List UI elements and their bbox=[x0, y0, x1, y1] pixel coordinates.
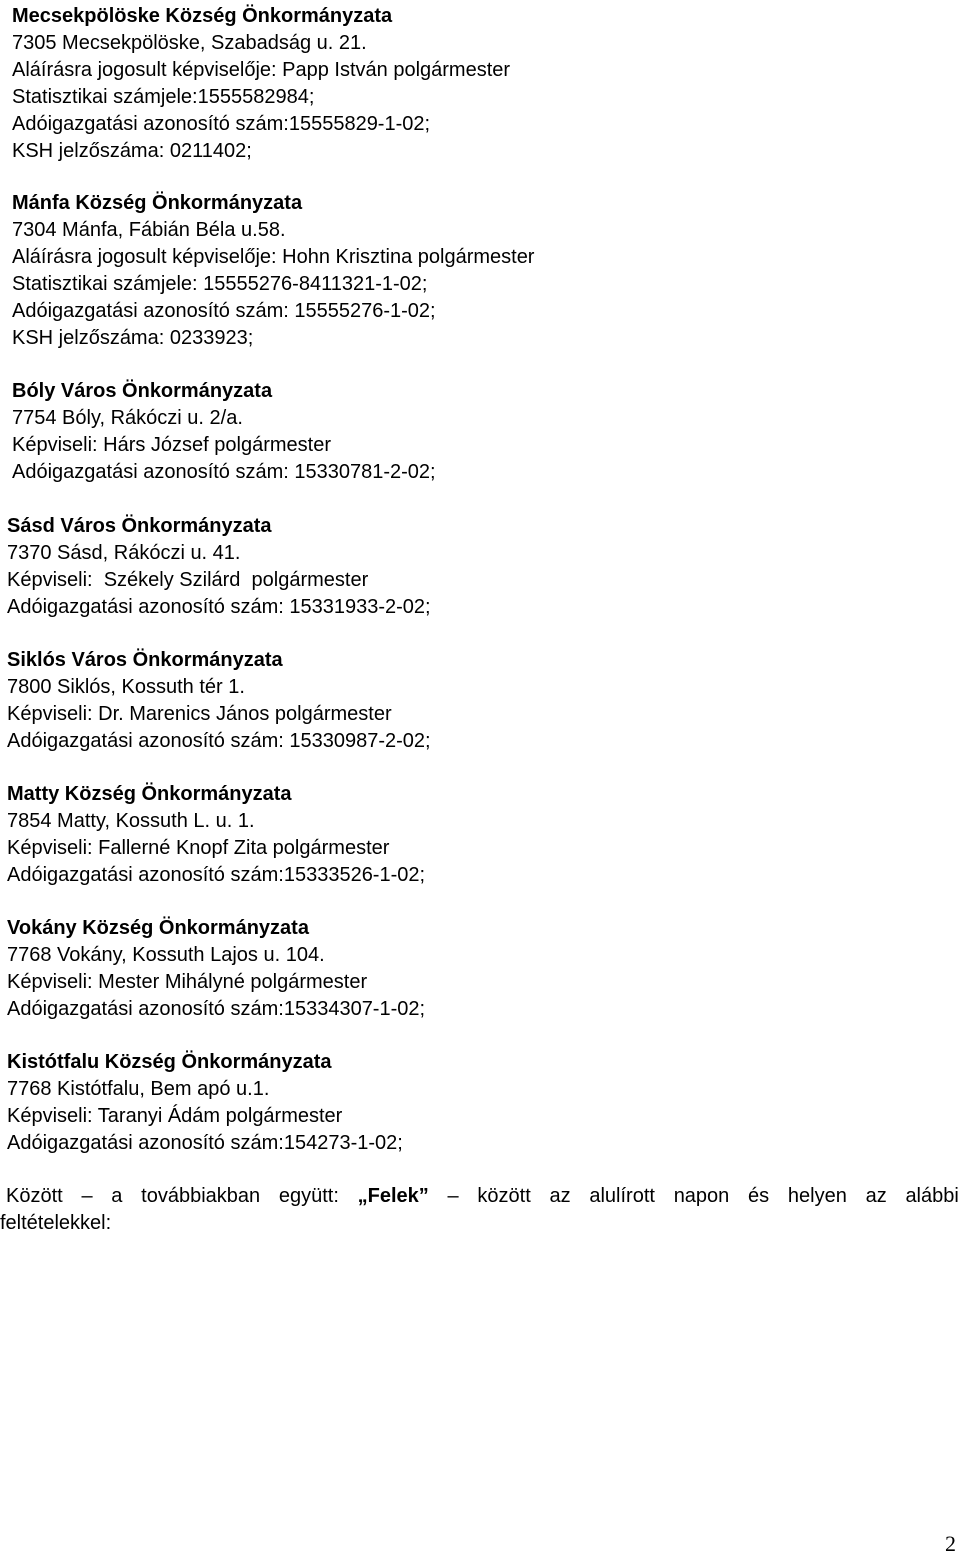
closing-word: az bbox=[549, 1185, 571, 1207]
party-6-tax-id: Adóigazgatási azonosító szám:15333526-1-02; bbox=[7, 864, 426, 886]
closing-word: és bbox=[748, 1185, 770, 1207]
closing-word: Között bbox=[6, 1185, 63, 1207]
party-4-representative: Képviseli: Székely Szilárd polgármester bbox=[7, 569, 369, 591]
closing-word: napon bbox=[673, 1185, 730, 1207]
party-1-ksh: KSH jelzőszáma: 0211402; bbox=[12, 140, 252, 162]
party-6-name: Matty Község Önkormányzata bbox=[7, 783, 292, 805]
party-7-tax-id: Adóigazgatási azonosító szám:15334307-1-02; bbox=[7, 998, 426, 1020]
closing-word: együtt: bbox=[278, 1185, 339, 1207]
party-8-representative: Képviseli: Taranyi Ádám polgármester bbox=[7, 1105, 343, 1127]
party-2-name: Mánfa Község Önkormányzata bbox=[12, 192, 303, 214]
party-2-address: 7304 Mánfa, Fábián Béla u.58. bbox=[12, 219, 286, 241]
party-3-address: 7754 Bóly, Rákóczi u. 2/a. bbox=[12, 407, 243, 429]
closing-word: a bbox=[111, 1185, 123, 1207]
party-7-representative: Képviseli: Mester Mihályné polgármester bbox=[7, 971, 368, 993]
party-3-name: Bóly Város Önkormányzata bbox=[12, 380, 273, 402]
party-1-name: Mecsekpölöske Község Önkormányzata bbox=[12, 5, 393, 27]
party-2-ksh: KSH jelzőszáma: 0233923; bbox=[12, 327, 254, 349]
party-5-tax-id: Adóigazgatási azonosító szám: 15330987-2-02; bbox=[7, 730, 431, 752]
page-number: 2 bbox=[945, 1531, 956, 1556]
party-1-representative: Aláírásra jogosult képviselője: Papp István polgármester bbox=[12, 59, 511, 81]
closing-second-line: feltételekkel: bbox=[0, 1212, 112, 1234]
party-2-representative: Aláírásra jogosult képviselője: Hohn Krisztina polgármester bbox=[12, 246, 535, 268]
party-2-tax-id: Adóigazgatási azonosító szám: 15555276-1-02; bbox=[12, 300, 436, 322]
closing-word: az bbox=[865, 1185, 887, 1207]
party-2-statistical: Statisztikai számjele: 15555276-8411321-1-02; bbox=[12, 273, 428, 295]
party-5-address: 7800 Siklós, Kossuth tér 1. bbox=[7, 676, 245, 698]
party-6-address: 7854 Matty, Kossuth L. u. 1. bbox=[7, 810, 255, 832]
party-3-representative: Képviseli: Hárs József polgármester bbox=[12, 434, 332, 456]
party-6-representative: Képviseli: Fallerné Knopf Zita polgármester bbox=[7, 837, 390, 859]
party-5-representative: Képviseli: Dr. Marenics János polgármester bbox=[7, 703, 392, 725]
party-7-address: 7768 Vokány, Kossuth Lajos u. 104. bbox=[7, 944, 325, 966]
closing-word: alábbi bbox=[905, 1185, 959, 1207]
closing-line bbox=[6, 1184, 959, 1208]
closing-word: továbbiakban bbox=[141, 1185, 261, 1207]
party-4-tax-id: Adóigazgatási azonosító szám: 15331933-2-02; bbox=[7, 596, 431, 618]
party-5-name: Siklós Város Önkormányzata bbox=[7, 649, 283, 671]
party-1-address: 7305 Mecsekpölöske, Szabadság u. 21. bbox=[12, 32, 367, 54]
closing-word: alulírott bbox=[589, 1185, 655, 1207]
party-8-name: Kistótfalu Község Önkormányzata bbox=[7, 1051, 332, 1073]
party-8-tax-id: Adóigazgatási azonosító szám:154273-1-02; bbox=[7, 1132, 403, 1154]
closing-word: helyen bbox=[787, 1185, 847, 1207]
closing-word: – bbox=[81, 1185, 93, 1207]
party-1-statistical: Statisztikai számjele:1555582984; bbox=[12, 86, 315, 108]
party-1-tax-id: Adóigazgatási azonosító szám:15555829-1-02; bbox=[12, 113, 431, 135]
party-7-name: Vokány Község Önkormányzata bbox=[7, 917, 309, 939]
closing-word: között bbox=[477, 1185, 531, 1207]
party-4-name: Sásd Város Önkormányzata bbox=[7, 515, 272, 537]
party-4-address: 7370 Sásd, Rákóczi u. 41. bbox=[7, 542, 241, 564]
party-3-tax-id: Adóigazgatási azonosító szám: 15330781-2-02; bbox=[12, 461, 436, 483]
closing-word: – bbox=[447, 1185, 459, 1207]
closing-word-felek: „Felek” bbox=[357, 1185, 429, 1207]
party-8-address: 7768 Kistótfalu, Bem apó u.1. bbox=[7, 1078, 270, 1100]
